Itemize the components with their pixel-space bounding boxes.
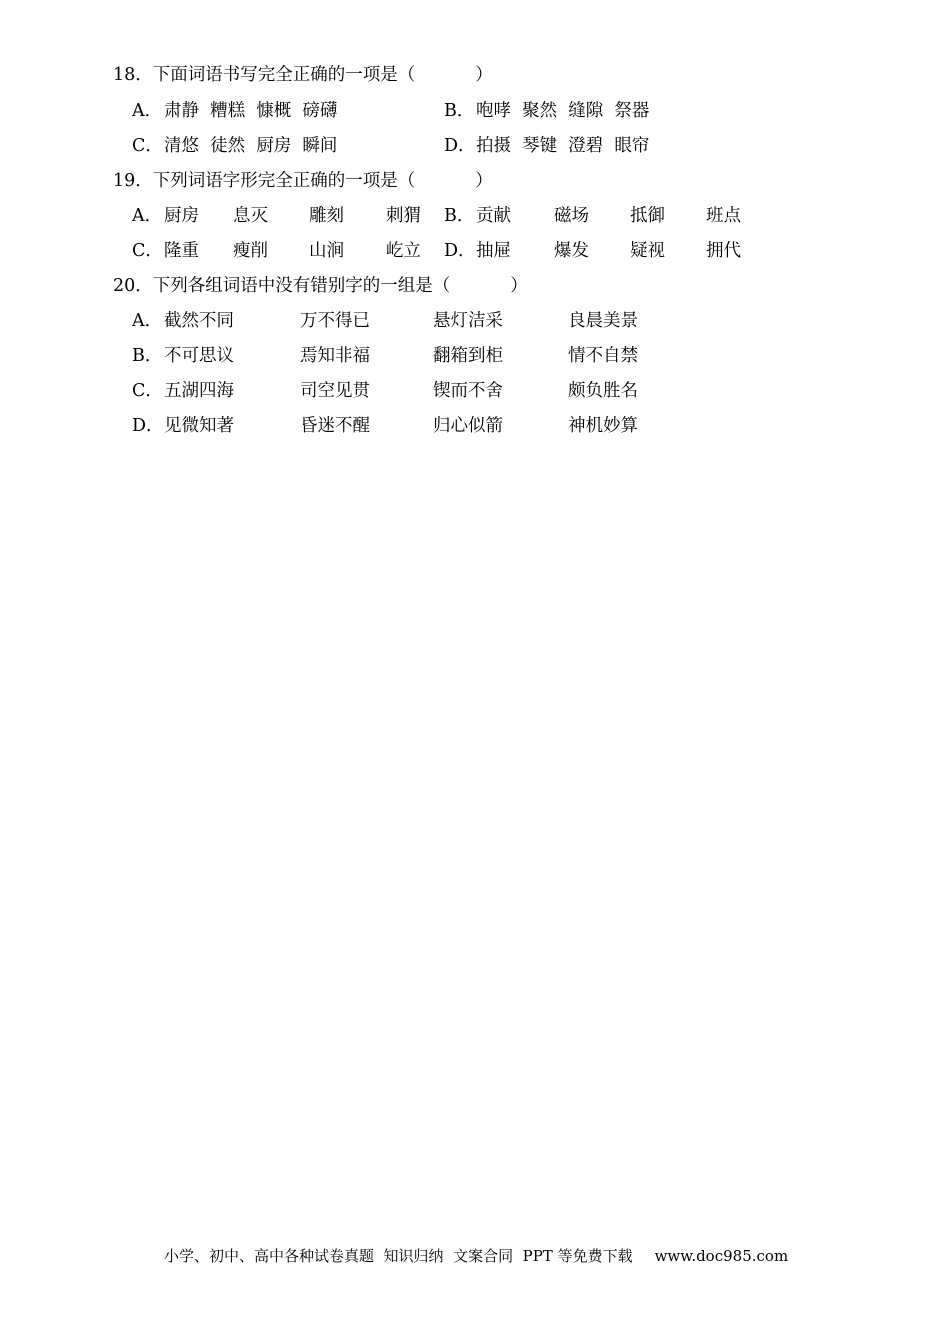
question-19-title — [113, 169, 493, 193]
option-b-word-2: 磁场 — [554, 206, 589, 226]
question-20-title — [113, 274, 528, 298]
option-a: A． 肃静 糟糕 慷概 磅礴 — [132, 101, 338, 121]
option-b: B．贡献 — [444, 206, 511, 226]
option-word-2: 万不得已 — [300, 311, 370, 331]
question-18-row-1 — [132, 99, 732, 123]
question-20-text: 20．下列各组词语中没有错别字的一组是（ — [113, 276, 451, 296]
question-18-title — [113, 63, 493, 87]
option-word-4: 良晨美景 — [568, 311, 638, 331]
option-word-2: 昏迷不醒 — [300, 416, 370, 436]
option-b-word-4: 班点 — [706, 206, 741, 226]
option-b: B．咆哮 聚然 缝隙 祭器 — [444, 101, 650, 121]
option-word-4: 情不自禁 — [568, 346, 638, 366]
option-a-word-3: 雕刻 — [309, 206, 344, 226]
option-letter: A． 截然不同 — [132, 311, 234, 331]
question-19-row-1 — [132, 204, 772, 228]
option-c: C．隆重 — [132, 241, 199, 261]
option-c-word-4: 屹立 — [386, 241, 421, 261]
option-d: D．抽屉 — [444, 241, 511, 261]
question-20-option-c — [132, 379, 692, 403]
question-19-text: 19．下列词语字形完全正确的一项是（ — [113, 171, 416, 191]
option-letter: D．见微知著 — [132, 416, 234, 436]
option-a-word-2: 息灭 — [233, 206, 268, 226]
option-d-word-2: 爆发 — [554, 241, 589, 261]
question-20-option-d — [132, 414, 692, 438]
footer-site-link[interactable]: www.doc985.com — [654, 1247, 789, 1265]
option-word-4: 颇负胜名 — [568, 381, 638, 401]
option-word-3: 锲而不舍 — [433, 381, 503, 401]
option-word-2: 焉知非福 — [300, 346, 370, 366]
option-word-4: 神机妙算 — [568, 416, 638, 436]
close-paren: ） — [475, 171, 493, 191]
option-a-word-4: 刺猬 — [386, 206, 421, 226]
option-d-word-4: 拥代 — [706, 241, 741, 261]
option-d: D．拍摄 琴键 澄碧 眼帘 — [444, 136, 650, 156]
option-c: C．清悠 徒然 厨房 瞬间 — [132, 136, 338, 156]
page-footer — [164, 1245, 788, 1267]
option-c-word-3: 山涧 — [309, 241, 344, 261]
close-paren: ） — [475, 65, 493, 85]
question-20-option-a — [132, 309, 692, 333]
option-word-2: 司空见贯 — [300, 381, 370, 401]
option-word-3: 悬灯洁采 — [433, 311, 503, 331]
option-word-3: 翻箱到柜 — [433, 346, 503, 366]
option-letter: B．不可思议 — [132, 346, 234, 366]
question-20-option-b — [132, 344, 692, 368]
question-19-row-2 — [132, 239, 772, 263]
option-a: A． 厨房 — [132, 206, 199, 226]
option-b-word-3: 抵御 — [630, 206, 665, 226]
option-letter: C．五湖四海 — [132, 381, 234, 401]
option-word-3: 归心似箭 — [433, 416, 503, 436]
question-18-row-2 — [132, 134, 732, 158]
close-paren: ） — [510, 276, 528, 296]
footer-text: 小学、初中、高中各种试卷真题 知识归纳 文案合同 PPT 等免费下载 — [164, 1247, 633, 1265]
option-c-word-2: 瘦削 — [233, 241, 268, 261]
option-d-word-3: 疑视 — [630, 241, 665, 261]
question-18-text: 18．下面词语书写完全正确的一项是（ — [113, 65, 416, 85]
